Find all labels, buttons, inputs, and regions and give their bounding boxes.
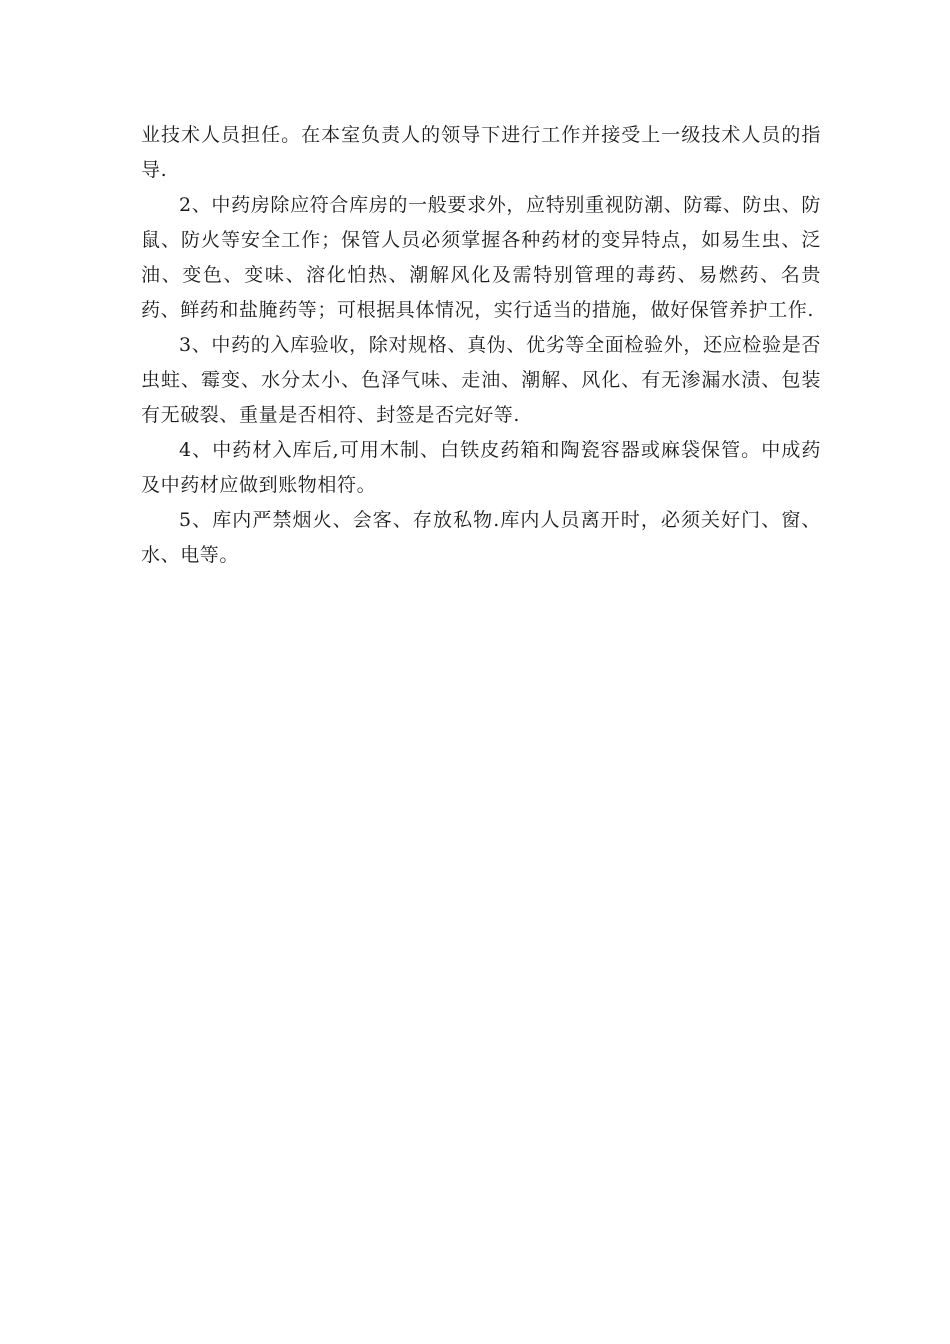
paragraph-item-4: 4、中药材入库后,可用木制、白铁皮药箱和陶瓷容器或麻袋保管。中成药及中药材应做到账物相符。: [141, 439, 821, 496]
document-body: [141, 118, 821, 573]
paragraph-item-3: 3、中药的入库验收，除对规格、真伪、优劣等全面检验外，还应检验是否虫蛀、霉变、水分太小、色泽气味、走油、潮解、风化、有无渗漏水渍、包装有无破裂、重量是否相符、封签是否完好等.: [141, 334, 821, 426]
paragraph-continuation: 业技术人员担任。在本室负责人的领导下进行工作并接受上一级技术人员的指导.: [141, 124, 821, 181]
paragraph-item-2: 2、中药房除应符合库房的一般要求外，应特别重视防潮、防霉、防虫、防鼠、防火等安全工作；保管人员必须掌握各种药材的变异特点，如易生虫、泛油、变色、变味、溶化怕热、潮解风化及需特别管理的毒药、易燃药、名贵药、鲜药和盐腌药等；可根据具体情况，实行适当的措施，做好保管养护工作.: [141, 194, 821, 321]
paragraph-item-5: 5、库内严禁烟火、会客、存放私物.库内人员离开时，必须关好门、窗、水、电等。: [141, 509, 821, 566]
